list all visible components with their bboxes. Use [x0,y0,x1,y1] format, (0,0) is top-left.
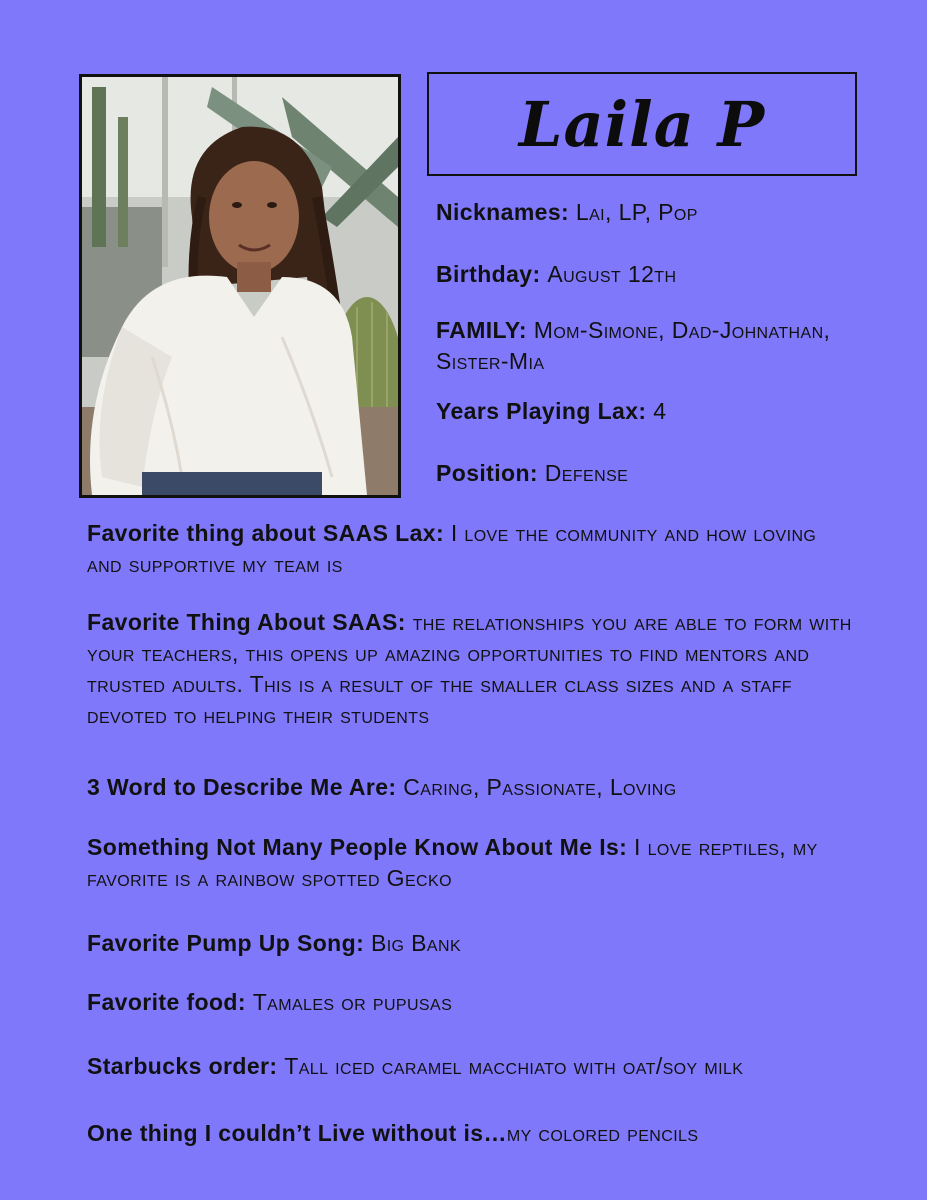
years-playing-field [436,396,876,427]
family-field [436,315,836,377]
not-known-value: I love reptiles, my favorite is a rainbow spotted Gecko [87,834,818,891]
fav-saas-lax-field [87,518,827,580]
birthday-value: August 12th [547,261,677,287]
three-words-value: Caring, Passionate, Loving [403,774,677,800]
pump-song-value: Big Bank [370,930,462,956]
pump-song-label: Favorite Pump Up Song: [87,930,365,956]
years-playing-value: 4 [653,398,667,424]
cant-live-label: One thing I couldn’t Live without is… [87,1120,507,1146]
fav-food-label: Favorite food: [87,989,246,1015]
not-known-label: Something Not Many People Know About Me Is: [87,834,628,860]
fav-food-value: Tamales or pupusas [252,989,453,1015]
pump-song-field [87,928,887,959]
family-label: FAMILY: [436,317,527,343]
three-words-field [87,772,887,803]
fav-saas-value: the relationships you are able to form with your teachers, this opens up amazing opportunities to find mentors and trusted adults. This is a result of the smaller class sizes and a staff devoted to helping their students [87,609,852,728]
fav-saas-label: Favorite Thing About SAAS: [87,609,406,635]
starbucks-label: Starbucks order: [87,1053,278,1079]
fav-saas-lax-value: I love the community and how loving and supportive my team is [87,520,817,577]
cant-live-field [87,1118,887,1149]
player-name: Laila P [518,87,766,161]
position-field [436,458,876,489]
birthday-field [436,259,876,290]
years-playing-label: Years Playing Lax: [436,398,647,424]
family-value: Mom-Simone, Dad-Johnathan, Sister-Mia [436,317,831,374]
nicknames-label: Nicknames: [436,199,570,225]
position-value: Defense [544,460,629,486]
not-known-field [87,832,847,894]
fav-saas-lax-label: Favorite thing about SAAS Lax: [87,520,445,546]
starbucks-value: Tall iced caramel macchiato with oat/soy milk [284,1053,744,1079]
birthday-label: Birthday: [436,261,541,287]
position-label: Position: [436,460,538,486]
fav-saas-field [87,607,867,731]
name-box [427,72,857,176]
nicknames-field [436,197,876,228]
three-words-label: 3 Word to Describe Me Are: [87,774,397,800]
profile-photo-image [82,77,398,495]
cant-live-value: my colored pencils [506,1120,699,1146]
starbucks-field [87,1051,887,1082]
profile-photo [79,74,401,498]
fav-food-field [87,987,887,1018]
nicknames-value: Lai, LP, Pop [575,199,698,225]
